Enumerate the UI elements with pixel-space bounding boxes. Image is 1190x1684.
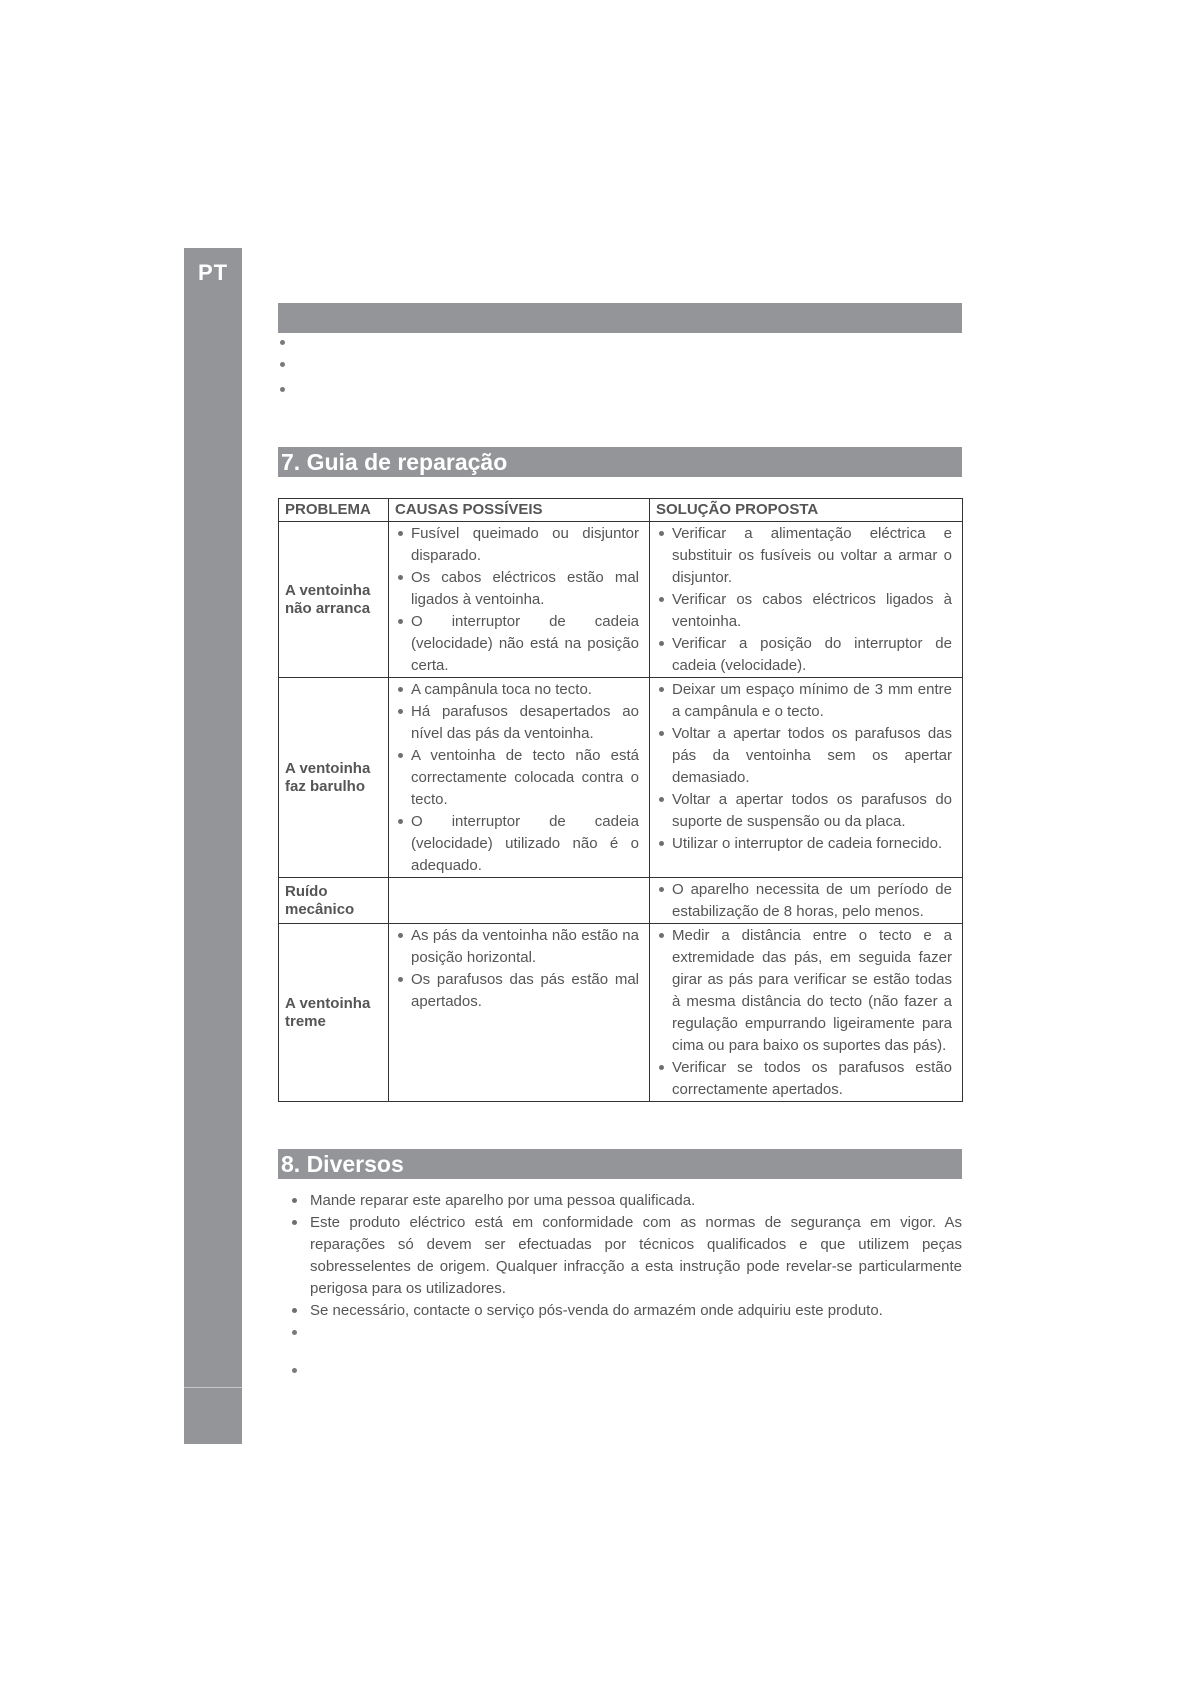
misc-section-header <box>278 1149 962 1179</box>
causes-cell <box>389 522 650 678</box>
problem-cell: Ruído mecânico <box>279 878 389 924</box>
solutions-cell <box>650 678 963 878</box>
solution-item: Verificar a posição do interruptor de cadeia (velocidade). <box>654 633 952 677</box>
table-row <box>279 522 963 678</box>
misc-bullet-list <box>290 1190 962 1322</box>
solution-item: Verificar os cabos eléctricos ligados à ventoinha. <box>654 589 952 633</box>
table-row <box>279 924 963 1102</box>
solution-item: Deixar um espaço mínimo de 3 mm entre a campânula e o tecto. <box>654 679 952 723</box>
solutions-cell <box>650 924 963 1102</box>
table-header-row <box>279 499 963 522</box>
column-header-solution: SOLUÇÃO PROPOSTA <box>650 499 963 522</box>
column-header-problem: PROBLEMA <box>279 499 389 522</box>
table-row <box>279 678 963 878</box>
bullet-dot <box>280 387 285 392</box>
repair-section-header <box>278 447 962 477</box>
causes-cell <box>389 678 650 878</box>
causes-cell <box>389 878 650 924</box>
empty-bullet-dot <box>292 1330 297 1335</box>
causes-cell <box>389 924 650 1102</box>
solutions-cell <box>650 878 963 924</box>
list-item: Se necessário, contacte o serviço pós-venda do armazém onde adquiriu este produto. <box>290 1300 962 1322</box>
problem-cell: A ventoinha treme <box>279 924 389 1102</box>
solution-item: Utilizar o interruptor de cadeia fornecido. <box>654 833 952 855</box>
solutions-cell <box>650 522 963 678</box>
blank-section-bar <box>278 303 962 333</box>
list-item: Este produto eléctrico está em conformidade com as normas de segurança em vigor. As reparações só devem ser efectuadas por técnicos qualificados e que utilizem peças sobresselentes de origem. Qualquer infracção a esta instrução pode revelar-se particularmente perigosa para os utilizadores. <box>290 1212 962 1300</box>
problem-cell: A ventoinha não arranca <box>279 522 389 678</box>
cause-item: A campânula toca no tecto. <box>393 679 639 701</box>
solution-item: Verificar a alimentação eléctrica e substituir os fusíveis ou voltar a armar o disjuntor. <box>654 523 952 589</box>
repair-guide-table <box>278 498 963 1102</box>
cause-item: As pás da ventoinha não estão na posição horizontal. <box>393 925 639 969</box>
language-label: PT <box>197 260 229 285</box>
cause-item: O interruptor de cadeia (velocidade) não está na posição certa. <box>393 611 639 677</box>
cause-item: Os cabos eléctricos estão mal ligados à ventoinha. <box>393 567 639 611</box>
solution-item: Voltar a apertar todos os parafusos das pás da ventoinha sem os apertar demasiado. <box>654 723 952 789</box>
cause-item: Há parafusos desapertados ao nível das pás da ventoinha. <box>393 701 639 745</box>
repair-section-title: 7. Guia de reparação <box>281 449 508 475</box>
cause-item: Fusível queimado ou disjuntor disparado. <box>393 523 639 567</box>
problem-cell: A ventoinha faz barulho <box>279 678 389 878</box>
solution-item: Verificar se todos os parafusos estão correctamente apertados. <box>654 1057 952 1101</box>
bullet-dot <box>280 362 285 367</box>
language-sidebar <box>184 248 242 1444</box>
list-item: Mande reparar este aparelho por uma pessoa qualificada. <box>290 1190 962 1212</box>
misc-section-title: 8. Diversos <box>281 1151 404 1177</box>
solution-item: Medir a distância entre o tecto e a extremidade das pás, em seguida fazer girar as pás para verificar se estão todas à mesma distância do tecto (não fazer a regulação empurrando ligeiramente para cima ou para baixo os suportes das pás). <box>654 925 952 1057</box>
empty-bullet-dot <box>292 1368 297 1373</box>
bullet-dot <box>280 340 285 345</box>
column-header-causes: CAUSAS POSSÍVEIS <box>389 499 650 522</box>
table-row <box>279 878 963 924</box>
cause-item: A ventoinha de tecto não está correctamente colocada contra o tecto. <box>393 745 639 811</box>
solution-item: O aparelho necessita de um período de estabilização de 8 horas, pelo menos. <box>654 879 952 923</box>
solution-item: Voltar a apertar todos os parafusos do suporte de suspensão ou da placa. <box>654 789 952 833</box>
cause-item: O interruptor de cadeia (velocidade) utilizado não é o adequado. <box>393 811 639 877</box>
sidebar-divider <box>184 1387 242 1388</box>
cause-item: Os parafusos das pás estão mal apertados. <box>393 969 639 1013</box>
